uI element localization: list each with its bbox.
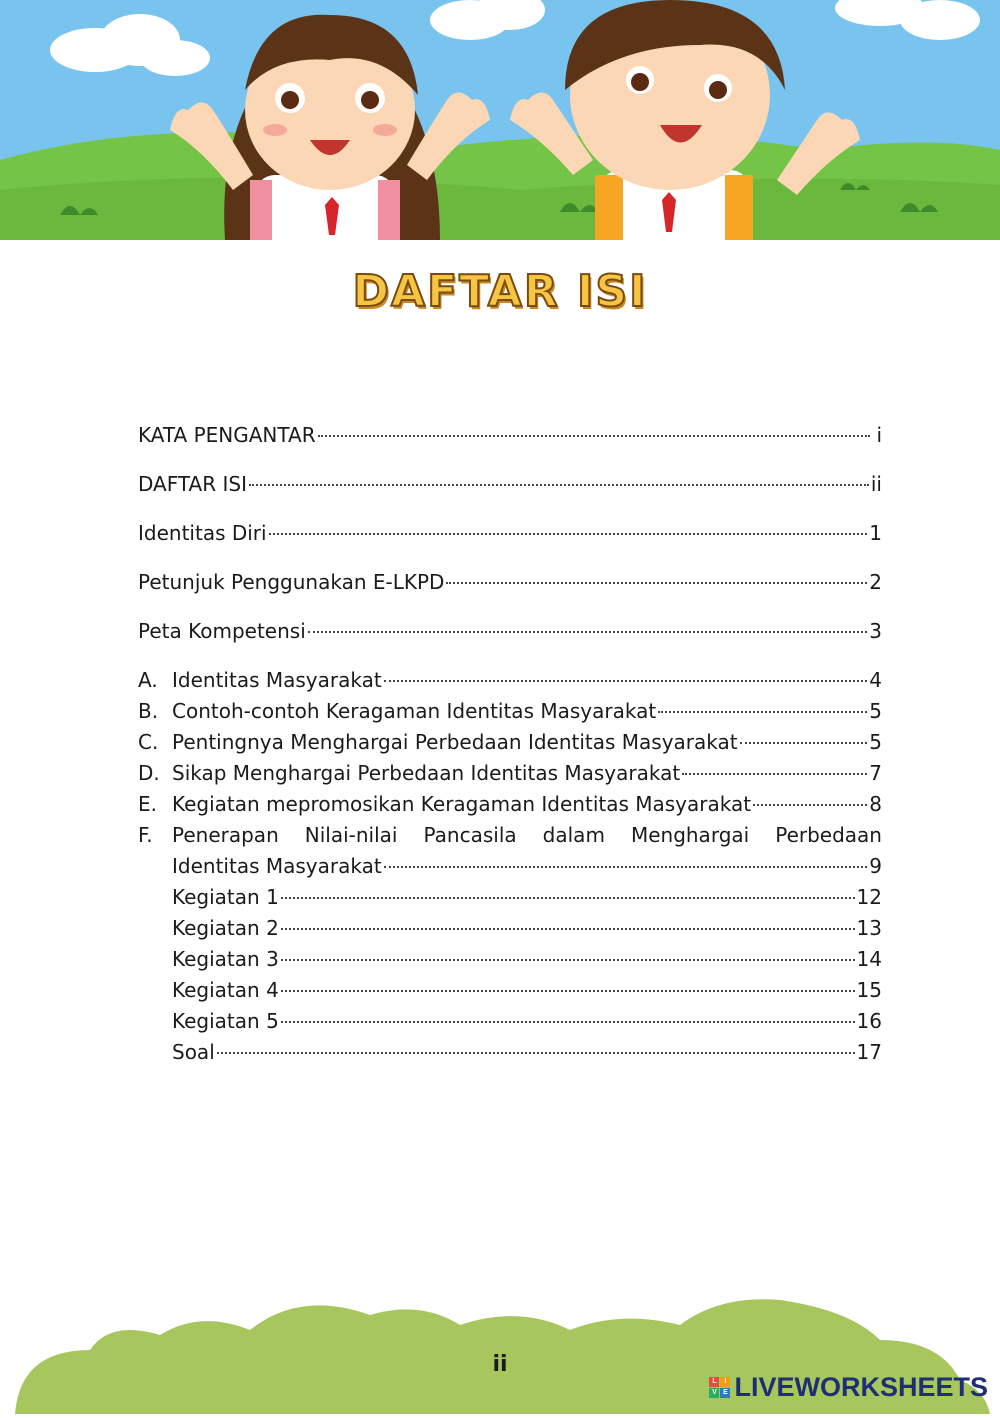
toc-entry[interactable] (138, 975, 882, 1006)
toc-entry-label: Petunjuk Penggunakan E-LKPD (138, 570, 445, 594)
header-illustration (0, 0, 1000, 240)
toc-entry-page: 3 (869, 619, 882, 643)
dot-leader (281, 1021, 855, 1023)
toc-entry-page: 5 (869, 730, 882, 754)
toc-entry-label: Pentingnya Menghargai Perbedaan Identitas Masyarakat (172, 730, 738, 754)
toc-entry-page: 14 (856, 947, 882, 971)
toc-entry[interactable] (138, 567, 882, 598)
toc-entry[interactable] (138, 518, 882, 549)
toc-entry[interactable] (138, 665, 882, 696)
toc-entry-letter: D. (138, 761, 160, 785)
toc-entry-page: 12 (856, 885, 882, 909)
toc-entry[interactable] (138, 882, 882, 913)
dot-leader (217, 1052, 855, 1054)
table-of-contents (138, 420, 882, 1068)
toc-entry-label: Identitas Masyarakat (172, 854, 382, 878)
toc-entry-label: Identitas Masyarakat (172, 668, 382, 692)
toc-entry-page: 5 (869, 699, 882, 723)
dot-leader (281, 990, 855, 992)
toc-entry-label: Sikap Menghargai Perbedaan Identitas Masyarakat (172, 761, 681, 785)
toc-entry-letter: E. (138, 792, 157, 816)
kids-waving-illustration (0, 0, 1000, 240)
toc-entry-page: 13 (856, 916, 882, 940)
toc-entry-label: Kegiatan 5 (172, 1009, 279, 1033)
toc-entry-page: 15 (856, 978, 882, 1002)
toc-entry[interactable] (138, 820, 882, 851)
toc-entry-letter: B. (138, 699, 159, 723)
dot-leader (658, 711, 867, 713)
dot-leader (249, 484, 869, 486)
toc-entry-label: Kegiatan 1 (172, 885, 279, 909)
toc-entry-page: 8 (869, 792, 882, 816)
toc-entry[interactable] (138, 758, 882, 789)
toc-entry[interactable] (138, 696, 882, 727)
toc-entry-label: Identitas Diri (138, 521, 267, 545)
dot-leader (281, 959, 855, 961)
toc-entry[interactable] (138, 420, 882, 451)
toc-entry-letter: A. (138, 668, 158, 692)
toc-entry[interactable] (138, 944, 882, 975)
toc-entry[interactable] (138, 851, 882, 882)
toc-entry-label: KATA PENGANTAR (138, 423, 316, 447)
toc-entry-page: i (876, 423, 882, 447)
toc-entry-label: Kegiatan mepromosikan Keragaman Identitas Masyarakat (172, 792, 752, 816)
toc-entry-label: Kegiatan 2 (172, 916, 279, 940)
dot-leader (384, 680, 868, 682)
toc-entry-page: 9 (869, 854, 882, 878)
dot-leader (318, 435, 870, 437)
dot-leader (308, 631, 868, 633)
toc-entry-page: 16 (856, 1009, 882, 1033)
toc-entry[interactable] (138, 616, 882, 647)
dot-leader (446, 582, 867, 584)
toc-entry-label: DAFTAR ISI (138, 472, 247, 496)
toc-entry[interactable] (138, 1037, 882, 1068)
toc-entry-page: ii (870, 472, 882, 496)
toc-entry-letter: F. (138, 823, 153, 847)
toc-entry[interactable] (138, 789, 882, 820)
brand-name: LIVEWORKSHEETS (734, 1372, 988, 1402)
toc-entry-label: Kegiatan 4 (172, 978, 279, 1002)
toc-entry[interactable] (138, 469, 882, 500)
toc-entry-page: 7 (869, 761, 882, 785)
dot-leader (753, 804, 867, 806)
dot-leader (384, 866, 868, 868)
toc-entry-label: Peta Kompetensi (138, 619, 306, 643)
toc-entry[interactable] (138, 727, 882, 758)
dot-leader (740, 742, 868, 744)
toc-entry-page: 2 (869, 570, 882, 594)
liveworksheets-brand[interactable] (709, 1372, 988, 1403)
toc-entry-label: Penerapan Nilai-nilai Pancasila dalam Menghargai Perbedaan (172, 823, 882, 847)
toc-entry-label: Soal (172, 1040, 215, 1064)
page-number: ii (492, 1352, 508, 1377)
page-title: DAFTAR ISI (352, 266, 648, 317)
toc-entry-label: Contoh-contoh Keragaman Identitas Masyarakat (172, 699, 657, 723)
toc-entry-page: 17 (856, 1040, 882, 1064)
dot-leader (281, 928, 855, 930)
toc-entry[interactable] (138, 913, 882, 944)
dot-leader (682, 773, 867, 775)
toc-entry-page: 4 (869, 668, 882, 692)
liveworksheets-logo-icon: L I V E (709, 1377, 730, 1398)
dot-leader (269, 533, 868, 535)
toc-entry-page: 1 (869, 521, 882, 545)
toc-entry[interactable] (138, 1006, 882, 1037)
toc-entry-letter: C. (138, 730, 159, 754)
dot-leader (281, 897, 855, 899)
toc-entry-label: Kegiatan 3 (172, 947, 279, 971)
